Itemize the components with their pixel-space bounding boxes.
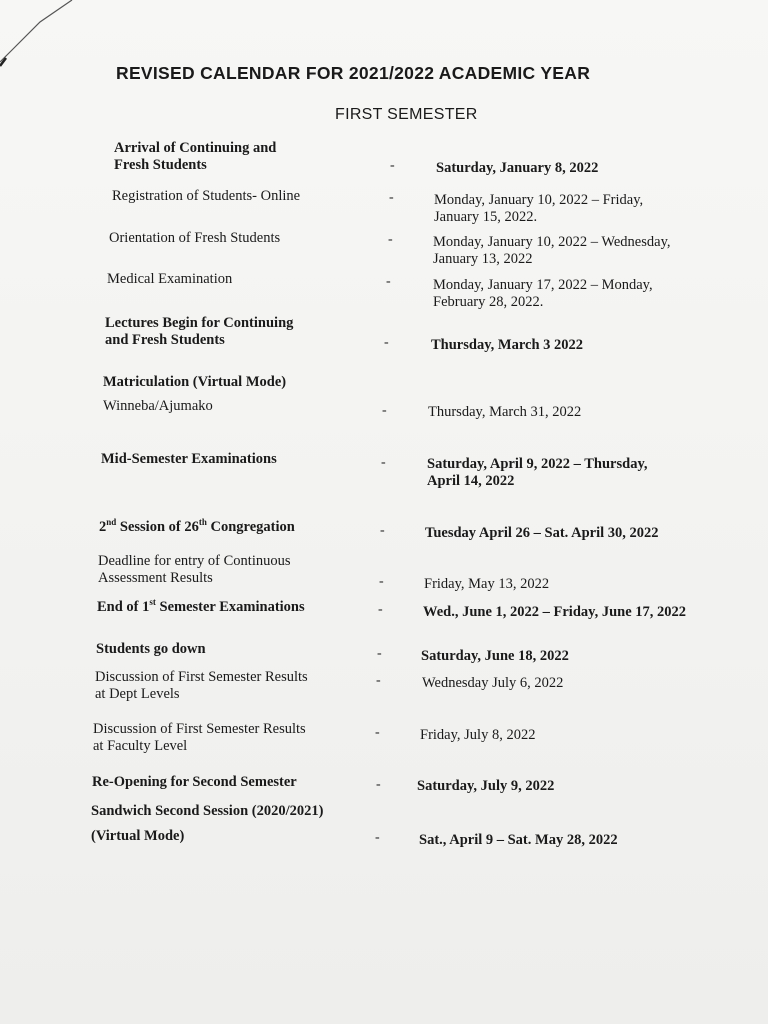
separator-dash: - — [376, 673, 381, 688]
separator-dash: - — [382, 403, 387, 418]
date-orientation: Monday, January 10, 2022 – Wednesday, January 13, 2022 — [433, 234, 671, 267]
date-end-exams: Wed., June 1, 2022 – Friday, June 17, 2022 — [423, 604, 687, 620]
activity-arrival: Arrival of Continuing and Fresh Students — [114, 140, 277, 173]
date-students-go-down: Saturday, June 18, 2022 — [421, 648, 569, 664]
date-matriculation: Thursday, March 31, 2022 — [428, 404, 582, 420]
separator-dash: - — [384, 335, 389, 350]
separator-dash: - — [389, 190, 394, 205]
semester-heading: FIRST SEMESTER — [335, 106, 478, 123]
date-sandwich: Sat., April 9 – Sat. May 28, 2022 — [419, 832, 618, 848]
date-faculty-results: Friday, July 8, 2022 — [420, 727, 536, 743]
separator-dash: - — [381, 455, 386, 470]
activity-students-go-down: Students go down — [96, 641, 206, 657]
activity-faculty-results: Discussion of First Semester Results at Faculty Level — [93, 721, 306, 754]
date-reopening: Saturday, July 9, 2022 — [417, 778, 555, 794]
date-mid-semester: Saturday, April 9, 2022 – Thursday, April 14, 2022 — [427, 456, 648, 489]
separator-dash: - — [375, 725, 380, 740]
date-arrival: Saturday, January 8, 2022 — [436, 160, 599, 176]
separator-dash: - — [380, 523, 385, 538]
date-registration: Monday, January 10, 2022 – Friday, January 15, 2022. — [434, 192, 644, 225]
activity-ca-deadline: Deadline for entry of Continuous Assessment Results — [98, 553, 291, 586]
date-dept-results: Wednesday July 6, 2022 — [422, 675, 564, 691]
page-title: REVISED CALENDAR FOR 2021/2022 ACADEMIC YEAR — [116, 63, 591, 83]
activity-end-exams: End of 1st Semester Examinations — [97, 597, 305, 615]
separator-dash: - — [386, 274, 391, 289]
separator-dash: - — [377, 646, 382, 661]
separator-dash: - — [378, 602, 383, 617]
activity-registration: Registration of Students- Online — [112, 188, 301, 204]
separator-dash: - — [376, 777, 381, 792]
activity-matriculation-location: Winneba/Ajumako — [103, 398, 213, 414]
activity-mid-semester: Mid-Semester Examinations — [101, 451, 277, 467]
separator-dash: - — [390, 158, 395, 173]
activity-sandwich: Sandwich Second Session (2020/2021) (Virtual Mode) — [91, 803, 324, 844]
activity-lectures: Lectures Begin for Continuing and Fresh Students — [105, 315, 294, 348]
separator-dash: - — [375, 830, 380, 845]
date-lectures: Thursday, March 3 2022 — [431, 337, 584, 353]
separator-dash: - — [388, 232, 393, 247]
activity-reopening: Re-Opening for Second Semester — [92, 774, 297, 790]
separator-dash: - — [379, 574, 384, 589]
date-medical: Monday, January 17, 2022 – Monday, February 28, 2022. — [433, 277, 653, 310]
page-fold-mark — [0, 0, 80, 80]
activity-orientation: Orientation of Fresh Students — [109, 230, 281, 246]
activity-dept-results: Discussion of First Semester Results at Dept Levels — [95, 669, 308, 702]
activity-matriculation: Matriculation (Virtual Mode) — [103, 374, 287, 390]
date-ca-deadline: Friday, May 13, 2022 — [424, 576, 550, 592]
date-congregation: Tuesday April 26 – Sat. April 30, 2022 — [425, 525, 659, 541]
activity-medical: Medical Examination — [107, 271, 233, 287]
activity-congregation: 2nd Session of 26th Congregation — [99, 517, 295, 535]
